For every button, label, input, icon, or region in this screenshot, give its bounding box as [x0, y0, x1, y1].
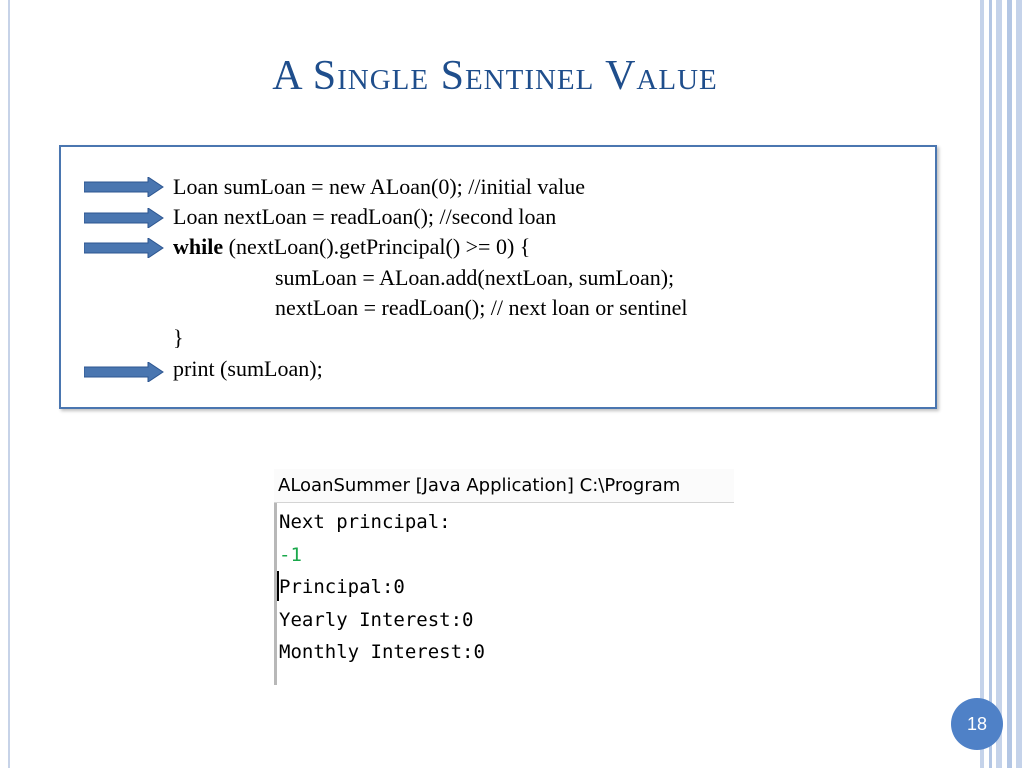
right-decorative-stripes: [976, 0, 1024, 768]
code-line: Loan nextLoan = readLoan(); //second loan: [173, 204, 557, 229]
code-line: [173, 232, 530, 262]
code-line: }: [173, 325, 184, 350]
text-caret: [277, 571, 279, 601]
console-line: Next principal:: [279, 511, 451, 533]
code-line: print (sumLoan);: [173, 356, 323, 381]
console-line: Principal:0: [279, 576, 405, 598]
code-line: sumLoan = ALoan.add(nextLoan, sumLoan);: [275, 265, 675, 290]
right-arrow-icon: [84, 362, 164, 382]
console-title-bar: ALoanSummer [Java Application] C:\Program: [274, 469, 734, 503]
console-line: Yearly Interest:0: [279, 609, 474, 631]
right-arrow-icon: [84, 177, 164, 197]
left-border-line: [8, 0, 10, 768]
while-condition: (nextLoan().getPrincipal() >= 0) {: [223, 234, 531, 259]
code-line: Loan sumLoan = new ALoan(0); //initial value: [173, 174, 585, 199]
console-screenshot: [274, 469, 734, 685]
console-line: Monthly Interest:0: [279, 641, 485, 663]
code-line: nextLoan = readLoan(); // next loan or sentinel: [275, 295, 688, 320]
slide-title: A Single Sentinel Value: [272, 53, 718, 99]
console-input-line: -1: [279, 544, 302, 566]
right-arrow-icon: [84, 238, 164, 258]
page-number-badge: 18: [951, 698, 1003, 750]
while-keyword: while: [173, 234, 224, 259]
right-arrow-icon: [84, 208, 164, 228]
